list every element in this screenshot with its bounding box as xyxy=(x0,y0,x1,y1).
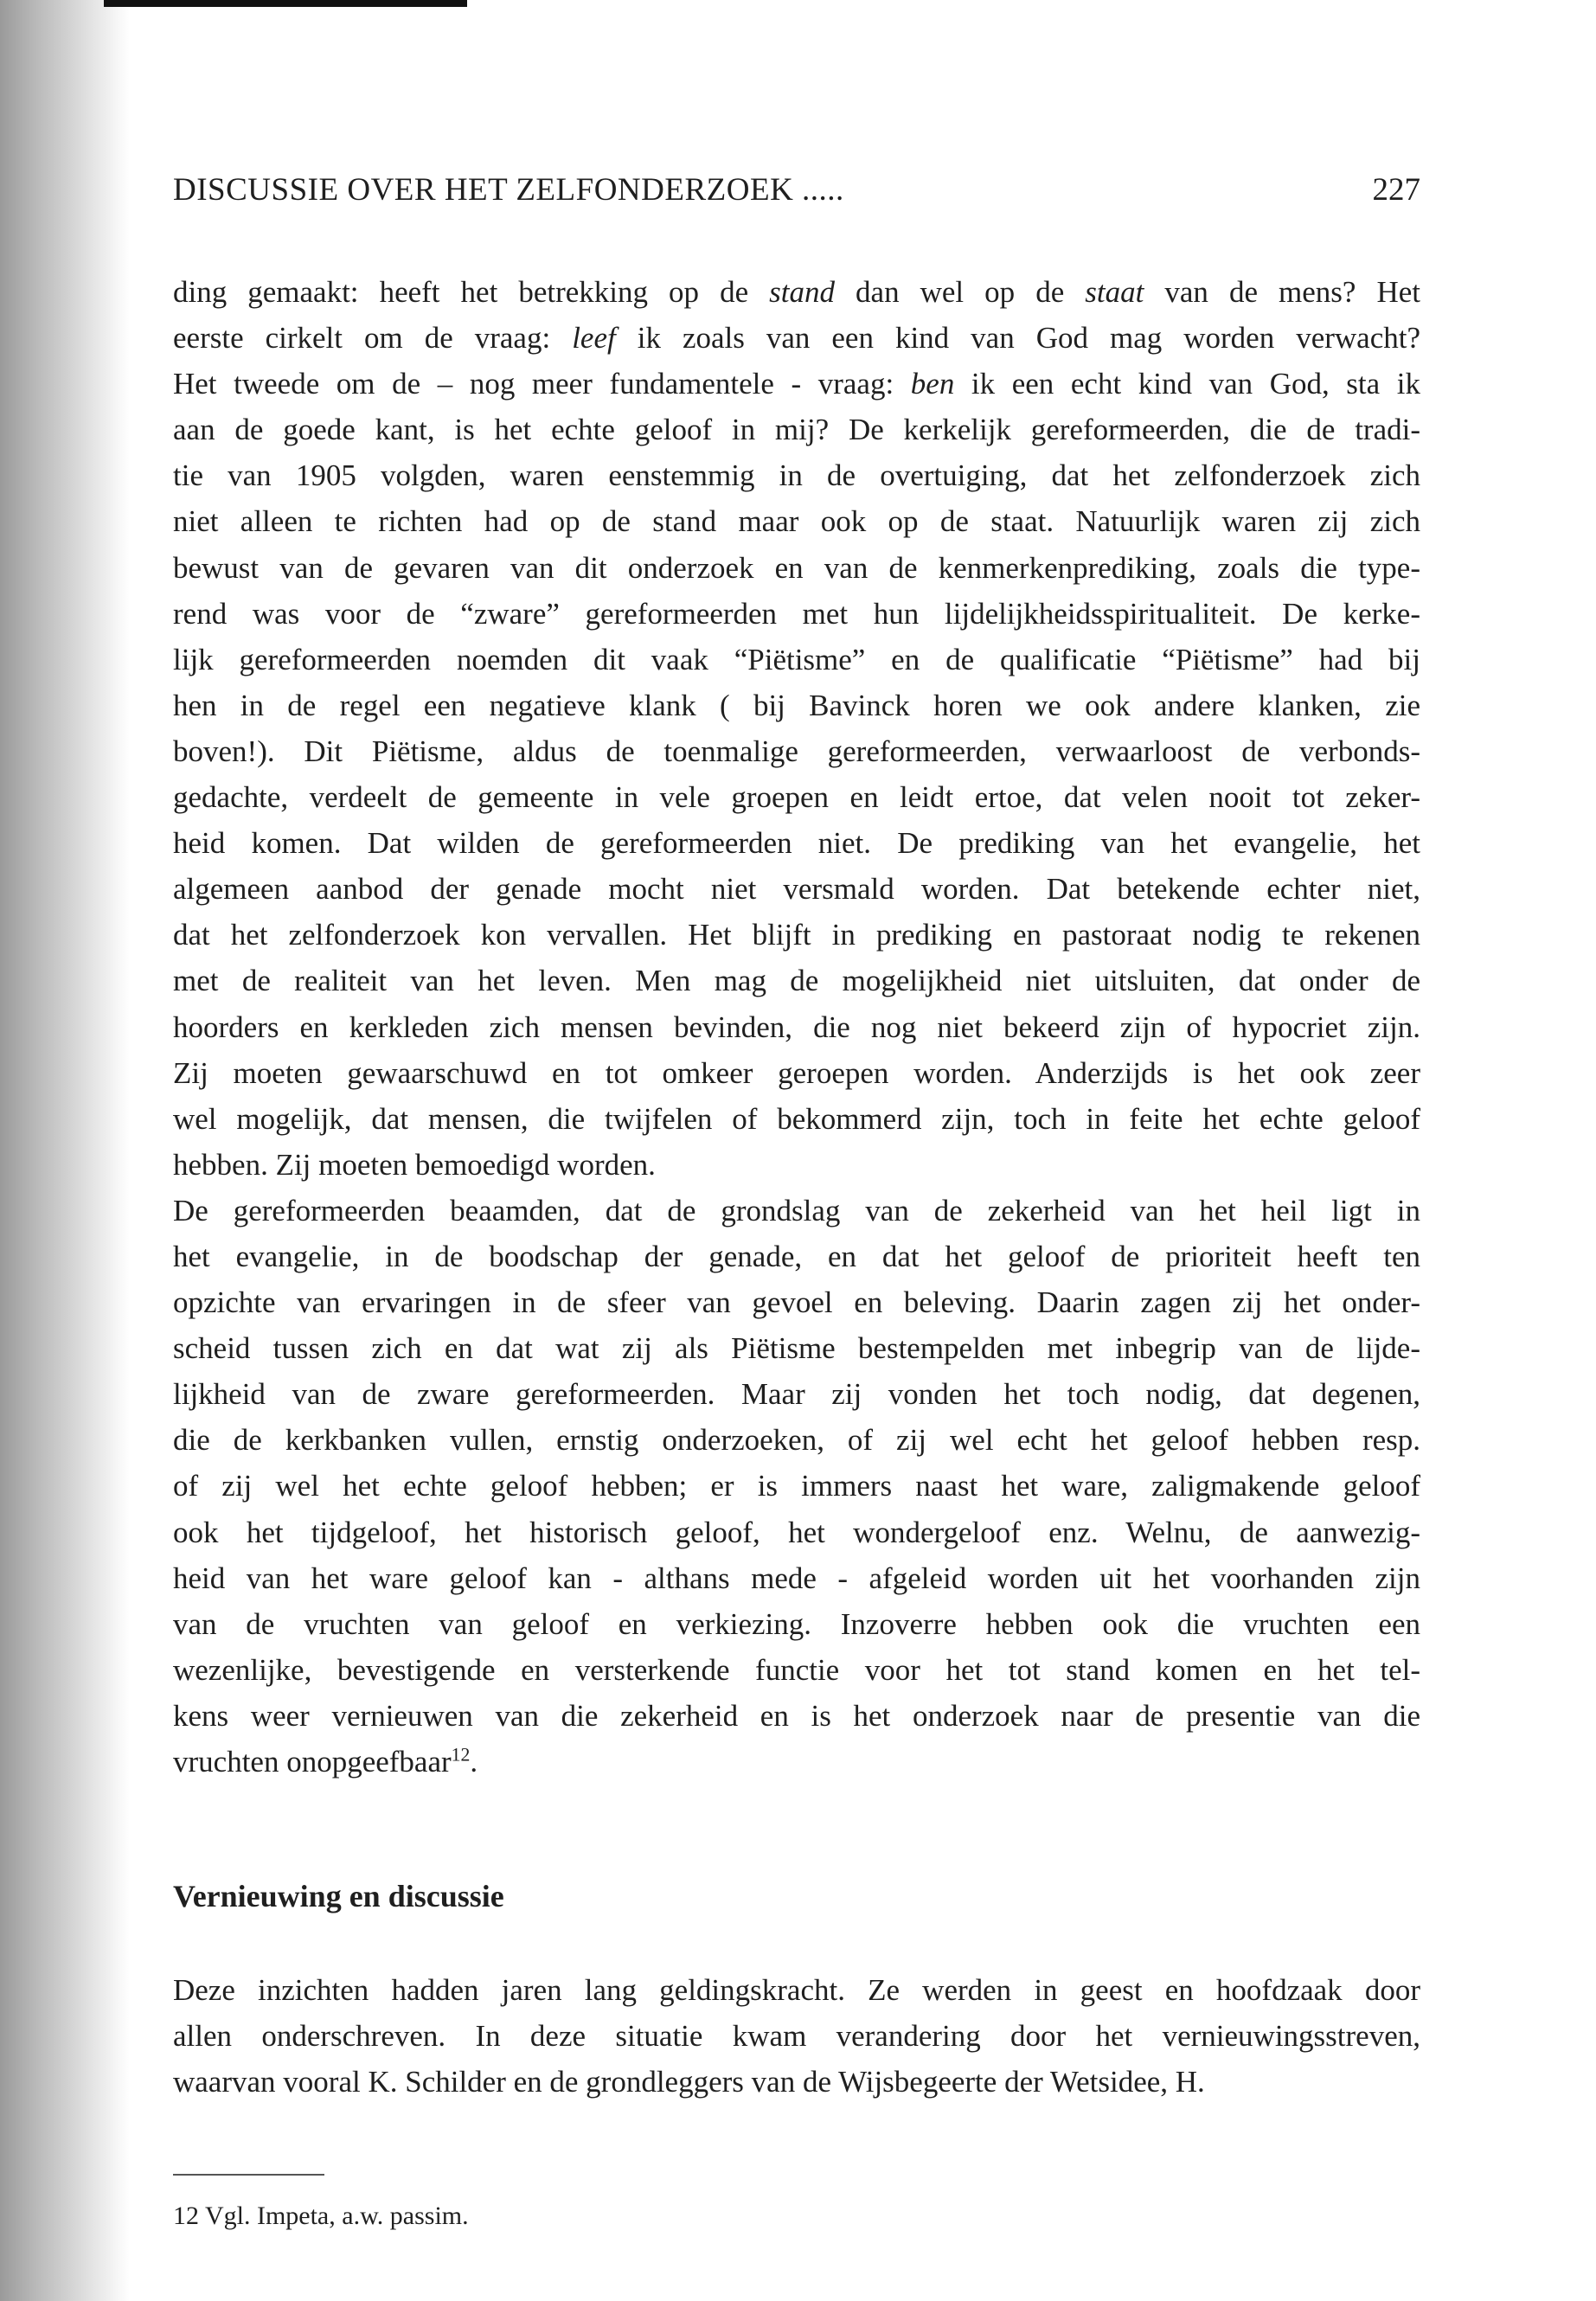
text-line: Deze inzichten hadden jaren lang geldingskracht. Ze werden in geest en hoofdzaak door xyxy=(173,1973,1420,2007)
section-heading: Vernieuwing en discussie xyxy=(173,1879,504,1913)
text-line: bewust van de gevaren van dit onderzoek en van de kenmerkenprediking, zoals die type- xyxy=(173,550,1420,585)
text-line: scheid tussen zich en dat wat zij als Piëtisme bestempelden met inbegrip van de lijde- xyxy=(173,1331,1420,1366)
text-line: De gereformeerden beaamden, dat de grondslag van de zekerheid van het heil ligt in xyxy=(173,1193,1420,1227)
text-line: rend was voor de “zware” gereformeerden met hun lijdelijkheidsspiritualiteit. De kerke- xyxy=(173,596,1420,631)
footnote-marker: 12 xyxy=(451,1744,471,1766)
text-line: gedachte, verdeelt de gemeente in vele groepen en leidt ertoe, dat velen nooit tot zeker- xyxy=(173,780,1420,815)
text-line: Het tweede om de – nog meer fundamentele - vraag: ben ik een echt kind van God, sta ik xyxy=(173,367,1420,401)
text-line: hen in de regel een negatieve klank ( bij Bavinck horen we ook andere klanken, zie xyxy=(173,688,1420,722)
emphasis: leef xyxy=(572,321,616,356)
text-line: waarvan vooral K. Schilder en de grondleggers van de Wijsbegeerte der Wetsidee, H. xyxy=(173,2065,1205,2099)
running-header xyxy=(173,170,1420,211)
paragraph-1 xyxy=(173,269,1420,1188)
paragraph-3 xyxy=(173,1967,1420,2105)
text-line: Zij moeten gewaarschuwd en tot omkeer geroepen worden. Anderzijds is het ook zeer xyxy=(173,1055,1420,1090)
text-line: allen onderschreven. In deze situatie kwam verandering door het vernieuwingsstreven, xyxy=(173,2019,1420,2054)
text-line: lijkheid van de zware gereformeerden. Maar zij vonden het toch nodig, dat degenen, xyxy=(173,1377,1420,1412)
text-line: niet alleen te richten had op de stand maar ook op de staat. Natuurlijk waren zij zich xyxy=(173,504,1420,539)
text-line: algemeen aanbod der genade mocht niet versmald worden. Dat betekende echter niet, xyxy=(173,872,1420,907)
text-line: eerste cirkelt om de vraag: leef ik zoals van een kind van God mag worden verwacht? xyxy=(173,321,1420,356)
text-line: hebben. Zij moeten bemoedigd worden. xyxy=(173,1147,656,1182)
emphasis: stand xyxy=(769,275,835,309)
text-line: of zij wel het echte geloof hebben; er is immers naast het ware, zaligmakende geloof xyxy=(173,1469,1420,1503)
text-line: ding gemaakt: heeft het betrekking op de stand dan wel op de staat van de mens? Het xyxy=(173,275,1420,309)
scan-top-bar xyxy=(104,0,467,7)
footnote: 12 Vgl. Impeta, a.w. passim. xyxy=(173,2202,469,2230)
emphasis: ben xyxy=(910,367,955,401)
header-title: DISCUSSIE OVER HET ZELFONDERZOEK ..... xyxy=(173,172,844,208)
text-line: heid van het ware geloof kan - althans mede - afgeleid worden uit het voorhanden zijn xyxy=(173,1561,1420,1595)
text-line: vruchten onopgeefbaar$^{12}$. xyxy=(173,1744,478,1779)
text-line: van de vruchten van geloof en verkiezing. Inzoverre hebben ook die vruchten een xyxy=(173,1606,1420,1641)
text-line: hoorders en kerkleden zich mensen bevinden, die nog niet bekeerd zijn of hypocriet zijn. xyxy=(173,1009,1420,1044)
text-line: lijk gereformeerden noemden dit vaak “Piëtisme” en de qualificatie “Piëtisme” had bij xyxy=(173,642,1420,676)
text-line: wezenlijke, bevestigende en versterkende functie voor het tot stand komen en het tel- xyxy=(173,1652,1420,1687)
text-line: het evangelie, in de boodschap der genade, en dat het geloof de prioriteit heeft ten xyxy=(173,1239,1420,1273)
text-line: aan de goede kant, is het echte geloof in mij? De kerkelijk gereformeerden, die de tradi- xyxy=(173,413,1420,447)
text-line: die de kerkbanken vullen, ernstig onderzoeken, of zij wel echt het geloof hebben resp. xyxy=(173,1423,1420,1458)
main-text xyxy=(173,269,1420,1785)
text-line: heid komen. Dat wilden de gereformeerden niet. De prediking van het evangelie, het xyxy=(173,826,1420,861)
section-text xyxy=(173,1967,1420,2105)
page-number: 227 xyxy=(1372,172,1420,208)
text-line: kens weer vernieuwen van die zekerheid en is het onderzoek naar de presentie van die xyxy=(173,1698,1420,1733)
paragraph-2 xyxy=(173,1188,1420,1785)
text-line: wel mogelijk, dat mensen, die twijfelen of bekommerd zijn, toch in feite het echte geloof xyxy=(173,1101,1420,1136)
text-line: opzichte van ervaringen in de sfeer van gevoel en beleving. Daarin zagen zij het onder- xyxy=(173,1285,1420,1320)
scan-edge-shadow xyxy=(0,0,130,2301)
text-line: dat het zelfonderzoek kon vervallen. Het blijft in prediking en pastoraat nodig te rekenen xyxy=(173,918,1420,952)
footnote-rule xyxy=(173,2174,324,2176)
text-line: boven!). Dit Piëtisme, aldus de toenmalige gereformeerden, verwaarloost de verbonds- xyxy=(173,734,1420,768)
text-line: tie van 1905 volgden, waren eenstemmig in de overtuiging, dat het zelfonderzoek zich xyxy=(173,458,1420,493)
text-line: ook het tijdgeloof, het historisch geloof, het wondergeloof enz. Welnu, de aanwezig- xyxy=(173,1515,1420,1549)
emphasis: staat xyxy=(1085,275,1144,309)
text-line: met de realiteit van het leven. Men mag de mogelijkheid niet uitsluiten, dat onder de xyxy=(173,964,1420,998)
